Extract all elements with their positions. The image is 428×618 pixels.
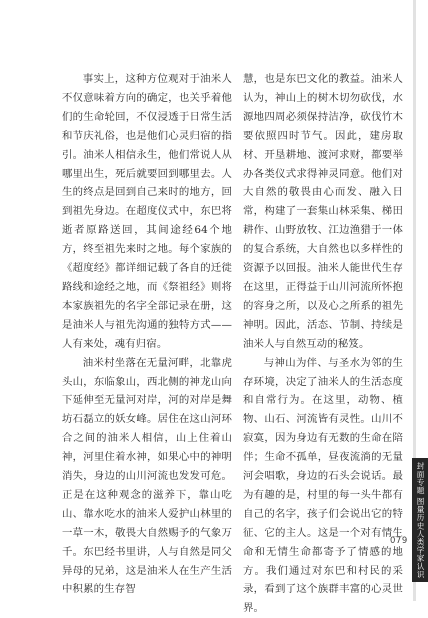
right-column [243,70,403,618]
paragraph-continued: 慧，也是东巴文化的教益。油米人认为，神山上的树木切勿砍伐，水源地四周必须保持洁净，砍伐竹木要依照四时节气。因此，建房取材、开垦耕地、渡河求财，都要举办各类仪式求得神灵同意。他们对大自然的敬畏由心而发、融入日常，构建了一套集山林采集、梯田耕作、山野放牧、江边渔猎于一体的复合系统，大自然也以多样性的资源予以回报。油米人能世代生存在这里，正得益于山川河流所怀抱的容身之所，以及心之所系的祖先神明。因此，活态、节制、持续是油米人与自然互动的秘笈。 [243,73,403,350]
paragraph: 事实上，这种方位观对于油米人不仅意味着方向的确定，也关乎着他们的生命轮回，不仅浸透于日常生活和节庆礼俗，也是他们心灵归宿的指引。油米人相信永生，他们常说人从哪里出生，死后就要回到哪里去。人生的终点是回到自己来时的地方，回到祖先身边。在超度仪式中，东巴将逝者原路送回，其间途经64个地方，终至祖先来时之地。每个家族的《超度经》都详细记载了各自的迁徙路线和途经之地，而《祭祖经》则将本家族祖先的名字全部记录在册，这是油米人与祖先沟通的独特方式——人有来处，魂有归宿。 [62,73,232,350]
paragraph: 与神山为伴、与圣水为邻的生存环境，决定了油米人的生活态度和自常行为。在这里，动物、植物、山石、河流皆有灵性。山川不寂寞，因为身边有无数的生命在陪伴；生命不孤单，昼夜流淌的无量河会唱歌，身边的石头会说话。最为有趣的是，村里的每一头牛都有自己的名字，孩子们会说出它的特征、它的主人。这是一个对有情生命和无情生命都寄予了情感的地方。我们通过对东巴和村民的采录，看到了这个族群丰富的心灵世界。 [243,356,403,615]
section-tab-label: 封面专题 图量历史人类学家认识当代中国 [412,458,428,582]
page-number: 079 [390,536,408,546]
left-column [62,70,232,599]
paragraph: 油米村坐落在无量河畔，北靠虎头山，东临象山，西北侧的神龙山向下延伸至无量河对岸，河的对岸是舞坊石磊立的妖女峰。居住在这山河环合之间的油米人相信，山上住着山神，河里住着水神，如果心中的神明消失，身边的山川河流也发发可危。正是在这种观念的滋养下，靠山吃山、靠水吃水的油米人爱护山林里的一草一木，敬畏大自然赐予的气象万千。东巴经书里讲，人与自然是同父异母的兄弟，这是油米人在生产生活中积累的生存智 [62,356,232,596]
